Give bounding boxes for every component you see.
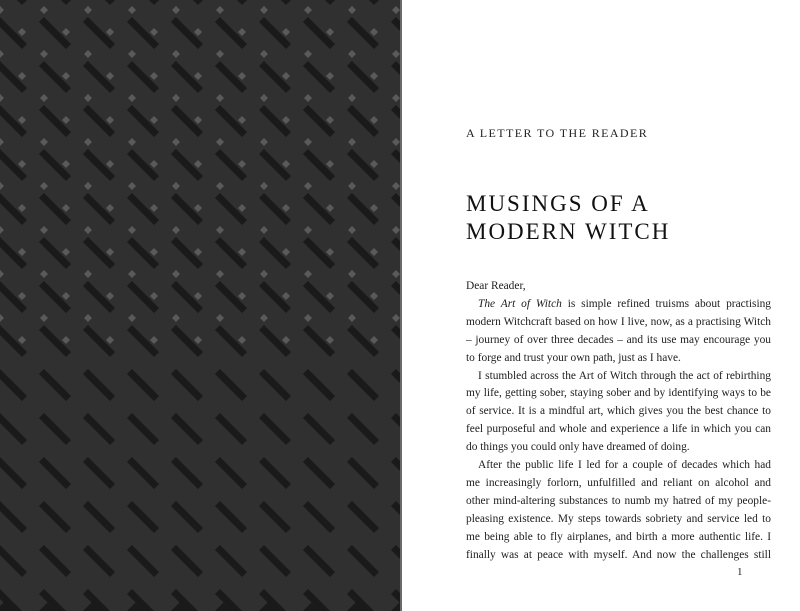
lattice-band-segment [284,440,308,464]
lattice-band-segment [372,528,396,552]
lattice-band-segment [196,176,220,200]
lattice-band-segment [152,528,176,552]
lattice-band-segment [196,352,220,376]
lattice-band-segment [196,88,220,112]
lattice-band-segment [64,44,88,68]
lattice-band-segment [20,352,44,376]
lattice-band-segment [328,132,352,156]
paragraph-line: I stumbled across the Art of Witch through the act of rebirthing [478,369,771,382]
lattice-band-segment [20,88,44,112]
lattice-band-segment [108,176,132,200]
text-page [402,0,800,611]
chapter-title [466,190,670,246]
lattice-band-segment [152,176,176,200]
lattice-band-segment [372,484,396,508]
lattice-band-segment [20,264,44,288]
lattice-band-segment [284,352,308,376]
paragraph-line: – journey of over three decades – and its use may encourage you [466,333,771,346]
lattice-band-segment [284,528,308,552]
lattice-band-segment [64,308,88,332]
lattice-band-segment [240,352,264,376]
lattice-band-segment [328,352,352,376]
lattice-band-segment [328,44,352,68]
lattice-band-segment [108,264,132,288]
lattice-band-segment [108,528,132,552]
paragraph-line: modern Witchcraft based on how I live, now, as a practising Witch [466,315,771,328]
paragraph-line: my life, getting sober, staying sober and by identifying ways to be [466,387,771,400]
lattice-band-segment [108,44,132,68]
lattice-band-segment [372,264,396,288]
lattice-band-segment [328,528,352,552]
lattice-band-segment [240,308,264,332]
lattice-band-segment [372,572,396,596]
lattice-band-segment [372,220,396,244]
lattice-band-segment [372,396,396,420]
lattice-band-segment [64,352,88,376]
lattice-band-segment [20,528,44,552]
lattice-band-segment [328,176,352,200]
lattice-band-segment [196,572,220,596]
salutation: Dear Reader, [466,280,526,292]
lattice-band-segment [20,572,44,596]
title-line: MODERN WITCH [466,219,671,244]
lattice-band-segment [284,44,308,68]
lattice-band-segment [108,308,132,332]
lattice-band-segment [284,88,308,112]
lattice-band-segment [108,132,132,156]
lattice-band-segment [108,484,132,508]
lattice-band-segment [64,220,88,244]
paragraph-line: feel purposeful and whole and experience a life in which you can [466,423,771,436]
lattice-band-segment [20,44,44,68]
lattice-band-segment [20,220,44,244]
paragraph-line: other mind-altering substances to numb my hatred of my people- [466,494,771,507]
lattice-band-segment [240,440,264,464]
paragraph-line: of service. It is a mindful art, which gives you the best chance to [466,405,771,418]
lattice-band-segment [328,572,352,596]
lattice-band-segment [20,308,44,332]
lattice-band-segment [240,88,264,112]
lattice-band-segment [372,176,396,200]
lattice-band-segment [240,396,264,420]
lattice-band-segment [64,396,88,420]
lattice-band-segment [20,440,44,464]
lattice-band-segment [328,264,352,288]
lattice-band-segment [64,484,88,508]
lattice-band-segment [284,132,308,156]
lattice-band-segment [64,264,88,288]
lattice-band-segment [152,440,176,464]
lattice-band-segment [328,0,352,24]
lattice-band-segment [152,352,176,376]
lattice-band-segment [284,572,308,596]
lattice-band-segment [240,264,264,288]
lattice-band-segment [64,0,88,24]
lattice-band-segment [328,484,352,508]
lattice-band-segment [196,308,220,332]
lattice-band-segment [196,484,220,508]
lattice-band-segment [64,572,88,596]
lattice-band-segment [152,132,176,156]
lattice-band-segment [328,308,352,332]
page-number: 1 [737,566,743,578]
lattice-band-segment [64,440,88,464]
lattice-band-segment [240,132,264,156]
lattice-band-segment [372,352,396,376]
lattice-band-segment [372,440,396,464]
lattice-band-segment [152,484,176,508]
lattice-band-segment [196,220,220,244]
lattice-band-segment [152,264,176,288]
lattice-band-segment [64,88,88,112]
lattice-band-segment [152,44,176,68]
lattice-band-segment [240,0,264,24]
paragraph-text: is simple refined truisms about practising [561,297,771,310]
paragraph-line: me increasingly forlorn, unfulfilled and reliant on alcohol and [466,476,771,489]
paragraph-line: me being able to fly airplanes, and birth a more authentic life. I [466,530,771,543]
lattice-band-segment [372,44,396,68]
lattice-band-segment [108,440,132,464]
lattice-band-segment [240,176,264,200]
lattice-band-segment [284,264,308,288]
lattice-band-segment [196,528,220,552]
lattice-band-segment [196,0,220,24]
lattice-band-segment [108,0,132,24]
lattice-band-segment [284,396,308,420]
lattice-band-segment [240,44,264,68]
lattice-band-segment [64,132,88,156]
lattice-band-segment [328,88,352,112]
lattice-band-segment [196,396,220,420]
lattice-band-segment [372,308,396,332]
paragraph-line: do things you could only have dreamed of doing. [466,441,690,454]
lattice-band-segment [152,220,176,244]
book-title-italic: The Art of Witch [478,297,562,310]
lattice-band-segment [64,176,88,200]
lattice-band-segment [372,88,396,112]
section-kicker: A LETTER TO THE READER [466,126,649,140]
title-line: MUSINGS OF A [466,191,650,216]
lattice-band-segment [284,176,308,200]
lattice-band-segment [196,440,220,464]
lattice-band-segment [108,88,132,112]
lattice-band-segment [284,308,308,332]
lattice-band-segment [240,484,264,508]
lattice-band-segment [196,264,220,288]
paragraph-line: After the public life I led for a couple of decades which had [478,459,771,472]
lattice-band-segment [152,572,176,596]
paragraph-line: to forge and trust your own path, just as I have. [466,351,681,364]
letter-body [466,278,771,565]
lattice-band-segment [152,88,176,112]
lattice-band-segment [20,176,44,200]
lattice-band-segment [284,484,308,508]
lattice-band-segment [20,0,44,24]
lattice-band-segment [240,572,264,596]
lattice-band-segment [20,396,44,420]
lattice-band-segment [196,132,220,156]
lattice-band-segment [328,220,352,244]
lattice-band-segment [196,44,220,68]
lattice-band-segment [108,396,132,420]
lattice-band-segment [108,572,132,596]
lattice-band-segment [284,0,308,24]
lattice-band-segment [108,220,132,244]
lattice-band-segment [372,0,396,24]
lattice-band-segment [20,132,44,156]
lattice-band-segment [240,220,264,244]
lattice-band-segment [372,132,396,156]
lattice-band-segment [64,528,88,552]
lattice-band-segment [108,352,132,376]
lattice-band-segment [20,484,44,508]
lattice-band-segment [240,528,264,552]
lattice-band-segment [284,220,308,244]
lattice-band-segment [152,396,176,420]
lattice-band-segment [328,440,352,464]
paragraph-line: pleasing existence. My steps towards sobriety and service led to [466,512,771,525]
paragraph-line [466,296,771,314]
lattice-band-segment [152,308,176,332]
lattice-band-segment [152,0,176,24]
paragraph-line: finally was at peace with myself. And now the challenges still [466,548,771,561]
lattice-band-segment [328,396,352,420]
